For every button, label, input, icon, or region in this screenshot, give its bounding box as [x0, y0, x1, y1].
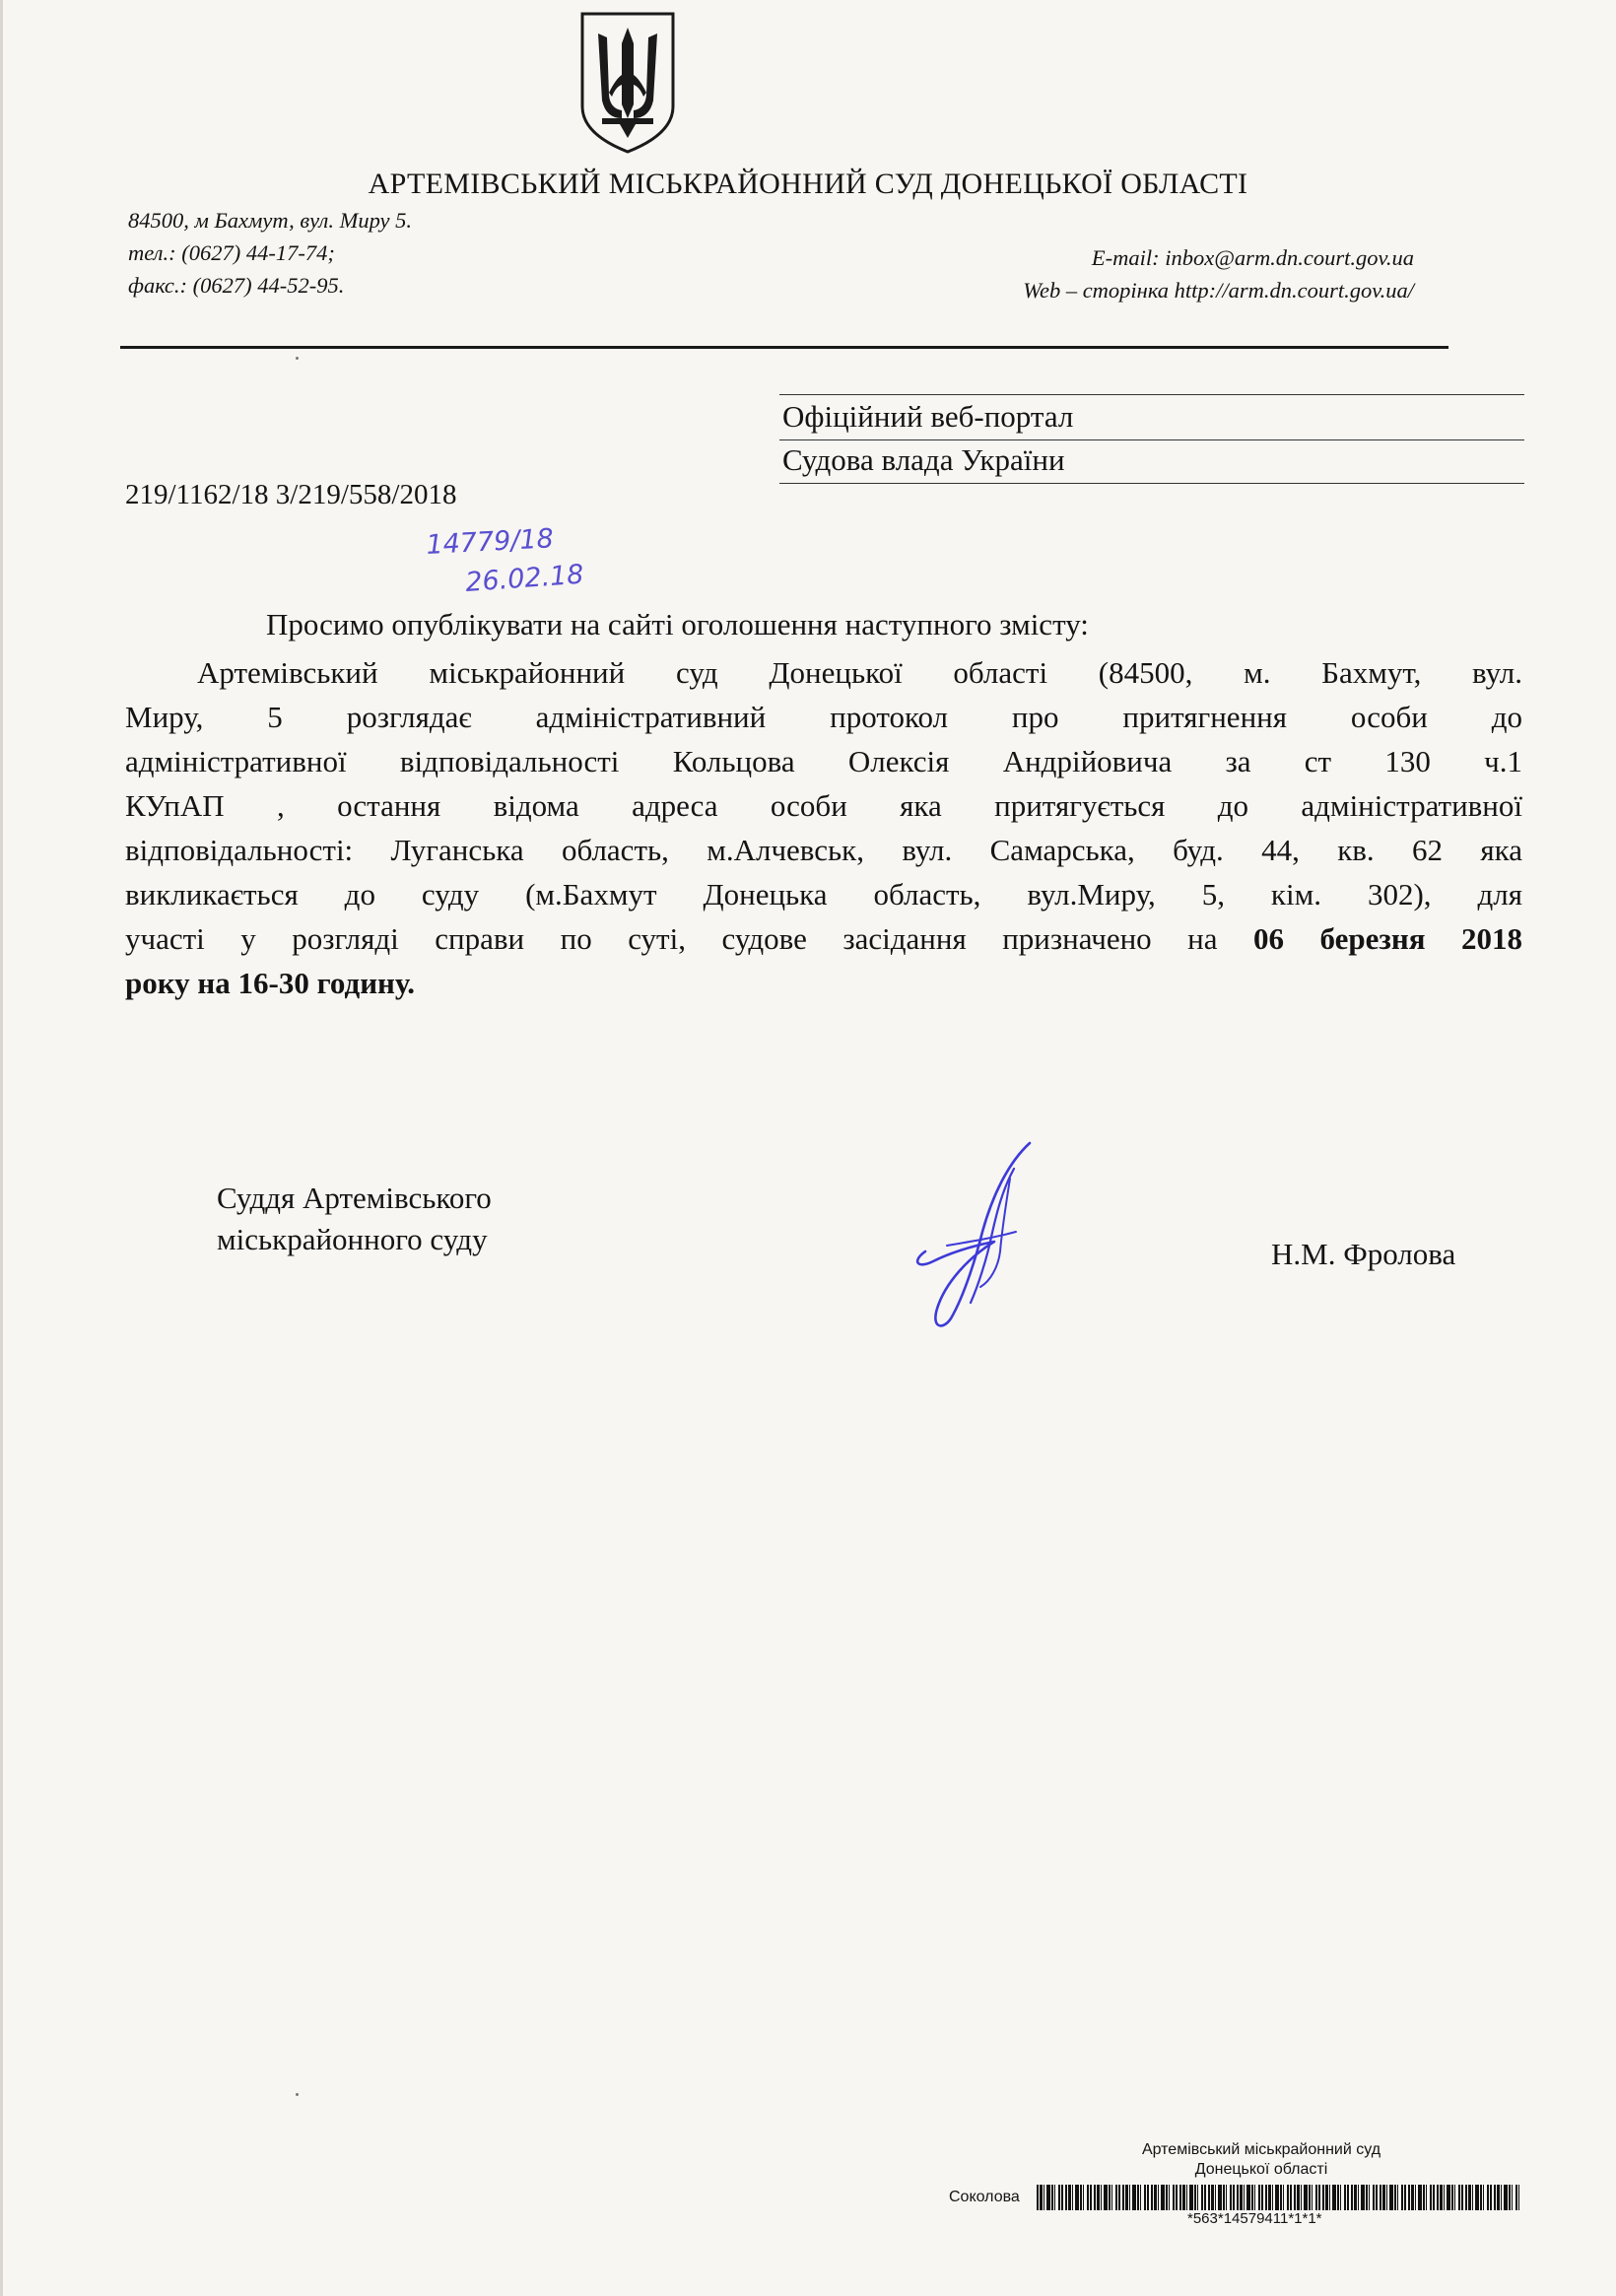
- scan-edge: [0, 0, 3, 2296]
- announcement-line: викликається до суду (м.Бахмут Донецька область, вул.Миру, 5, кім. 302), для: [125, 877, 1522, 912]
- court-name-heading: АРТЕМІВСЬКИЙ МІСЬКРАЙОННИЙ СУД ДОНЕЦЬКОЇ ОБЛАСТІ: [368, 168, 1248, 200]
- judge-title-line-2: міськрайонного суду: [217, 1222, 488, 1256]
- hearing-date: 06 березня 2018: [1253, 921, 1522, 956]
- addressee-rule-middle: [779, 439, 1524, 440]
- barcode-court-label: [1104, 2140, 1419, 2180]
- scan-speck: [296, 357, 299, 360]
- court-email: E-mail: inbox@arm.dn.court.gov.ua: [1091, 245, 1414, 270]
- judge-title: [217, 1178, 492, 1260]
- announcement-text: [125, 650, 1522, 1005]
- announcement-line: Миру, 5 розглядає адміністративний протокол про притягнення особи до: [125, 700, 1522, 734]
- announcement-line: [125, 961, 1522, 1005]
- announcement-line: адміністративної відповідальності Кольцова Олексія Андрійовича за ст 130 ч.1: [125, 744, 1522, 778]
- court-website: Web – сторінка http://arm.dn.court.gov.ua/: [1023, 278, 1414, 303]
- handwritten-registration-mark: [419, 520, 645, 599]
- announcement-line: Артемівський міськрайонний суд Донецької області (84500, м. Бахмут, вул.: [197, 655, 1522, 690]
- announcement-line: КУпАП , остання відома адреса особи яка притягується до адміністративної: [125, 788, 1522, 823]
- publication-request: Просимо опублікувати на сайті оголошення наступного змісту:: [266, 607, 1089, 642]
- handwritten-signature: [892, 1135, 1040, 1332]
- barcode-icon: [1037, 2185, 1519, 2210]
- addressee-line-1: Офіційний веб-портал: [782, 399, 1074, 434]
- scan-speck: [296, 2093, 299, 2096]
- barcode-code: *563*14579411*1*1*: [1187, 2210, 1322, 2227]
- judge-name: Н.М. Фролова: [1271, 1237, 1456, 1271]
- announcement-line: [125, 916, 1522, 961]
- court-address: 84500, м Бахмут, вул. Миру 5.: [128, 208, 413, 233]
- court-contacts-right: [1023, 241, 1414, 306]
- case-reference-numbers: 219/1162/18 3/219/558/2018: [125, 479, 457, 510]
- announcement-line: відповідальності: Луганська область, м.Алчевськ, вул. Самарська, буд. 44, кв. 62 яка: [125, 833, 1522, 867]
- addressee-rule-top: [779, 394, 1524, 395]
- hearing-intro-text: участі у розгляді справи по суті, судове засідання призначено на: [125, 921, 1254, 956]
- addressee-line-2: Судова влада України: [782, 442, 1065, 477]
- handwritten-registration-number: 14779/18: [425, 523, 555, 561]
- court-contacts-left: [128, 204, 412, 302]
- letterhead-divider: [120, 346, 1448, 349]
- court-phone: тел.: (0627) 44-17-74;: [128, 240, 335, 265]
- barcode-clerk-name: Соколова: [949, 2189, 1020, 2205]
- handwritten-registration-date: 26.02.18: [464, 559, 585, 598]
- barcode-court-line-1: Артемівський міськрайонний суд: [1141, 2141, 1381, 2158]
- addressee-rule-bottom: [779, 483, 1524, 484]
- court-fax: факс.: (0627) 44-52-95.: [128, 273, 345, 298]
- barcode-court-line-2: Донецької області: [1194, 2161, 1328, 2178]
- trident-coat-of-arms-icon: [576, 8, 679, 156]
- hearing-time: року на 16-30 годину.: [125, 966, 416, 1000]
- judge-title-line-1: Суддя Артемівського: [217, 1181, 492, 1215]
